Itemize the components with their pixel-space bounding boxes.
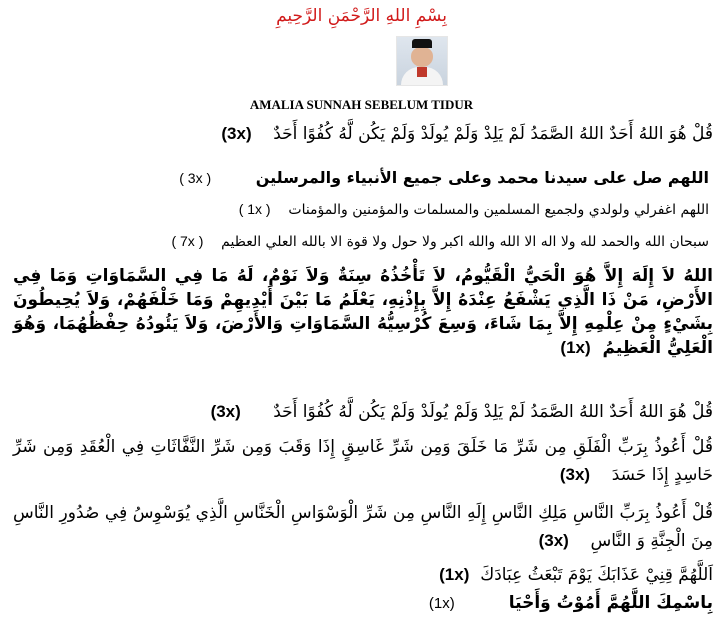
istighfar-line <box>239 201 709 218</box>
repeat-count: (3x) <box>210 402 241 421</box>
doa-qini-line <box>439 565 713 585</box>
repeat-count: (1x) <box>428 595 455 612</box>
surah-nas-paragraph <box>13 500 713 555</box>
doa-tidur-line <box>429 593 713 613</box>
author-photo <box>396 36 448 86</box>
arabic-text: قُلْ أَعُوذُ بِرَبِّ الْفَلَقِ مِن شَرِّ مَا خَلَقَ وَمِن شَرِّ غَاسِقٍ إِذَا وَقَبَ وَمِن شَرِّ النَّفَّاثَاتِ فِي الْعُقَدِ وَمِن شَرِّ حَاسِدٍ إِذَا حَسَدَ <box>13 437 713 485</box>
surah-falaq-paragraph <box>13 434 713 489</box>
arabic-text: بِاسْمِكَ اللَّهُمَّ أَمُوْتُ وَأَحْيَا <box>508 593 713 613</box>
repeat-count: (3x) <box>221 124 252 143</box>
arabic-text: سبحان الله والحمد لله ولا اله الا الله والله اكبر ولا حول ولا قوة الا بالله العلي العظيم <box>221 234 709 250</box>
arabic-text: قُلْ هُوَ اللهُ أَحَدٌ اللهُ الصَّمَدُ لَمْ يَلِدْ وَلَمْ يُولَدْ وَلَمْ يَكُن لَّهُ كُفُوًا أَحَدٌ <box>273 124 713 144</box>
arabic-text: اَللَّهُمَّ قِنِيْ عَذَابَكَ يَوْمَ تَبْعَثُ عِبَادَكَ <box>480 565 713 585</box>
arabic-text: اللهم صل على سيدنا محمد وعلى جميع الأنبياء والمرسلين <box>255 168 709 187</box>
arabic-text: اللهُ لاَ إِلَهَ إِلاَّ هُوَ الْحَيُّ الْقَيُّومُ، لاَ تَأْخُذُهُ سِنَةٌ وَلاَ نَوْمٌ، لَهُ مَا فِي السَّمَاوَاتِ وَمَا فِي الأَرْضِ، مَنْ ذَا الَّذِي يَشْفَعُ عِنْدَهُ إِلاَّ بِإِذْنِهِ، يَعْلَمُ مَا بَيْنَ أَيْدِيهِمْ وَمَا خَلْفَهُمْ، وَلاَ يُحِيطُونَ بِشَيْءٍ مِنْ عِلْمِهِ إِلاَّ بِمَا شَاءَ، وَسِعَ كُرْسِيُّهُ السَّمَاوَاتِ وَالأَرْضَ، وَلاَ يَئُودُهُ حِفْظُهُمَا، وَهُوَ الْعَلِيُّ الْعَظِيمُ <box>13 266 713 358</box>
tasbih-line <box>171 233 709 250</box>
bismillah-heading: بِسْمِ اللهِ الرَّحْمَنِ الرَّحِيمِ <box>276 6 447 26</box>
arabic-text: قُلْ أَعُوذُ بِرَبِّ النَّاسِ مَلِكِ النَّاسِ إِلَهِ النَّاسِ مِن شَرِّ الْوَسْوَاسِ الْخَنَّاسِ الَّذِي يُوَسْوِسُ فِي صُدُورِ النَّاسِ مِنَ الْجِنَّةِ وَ النَّاسِ <box>13 503 713 551</box>
arabic-text: اللهم اغفرلي ولولدي ولجميع المسلمين والمسلمات والمؤمنين والمؤمنات <box>288 202 709 218</box>
surah-ikhlas-line <box>221 124 713 144</box>
repeat-count: ( 3x ) <box>179 170 212 186</box>
repeat-count: ( 7x ) <box>171 233 204 249</box>
page-title: AMALIA SUNNAH SEBELUM TIDUR <box>249 97 474 112</box>
repeat-count: (1x) <box>439 565 470 584</box>
salawat-line <box>179 168 709 187</box>
repeat-count: (3x) <box>538 531 569 550</box>
repeat-count: (1x) <box>560 338 591 357</box>
repeat-count: ( 1x ) <box>238 201 271 217</box>
repeat-count: (3x) <box>559 465 591 484</box>
arabic-text: قُلْ هُوَ اللهُ أَحَدٌ اللهُ الصَّمَدُ لَمْ يَلِدْ وَلَمْ يُولَدْ وَلَمْ يَكُن لَّهُ كُفُوًا أَحَدٌ <box>273 402 713 422</box>
surah-ikhlas-line-2 <box>211 402 713 422</box>
ayat-kursi-paragraph <box>13 264 713 360</box>
